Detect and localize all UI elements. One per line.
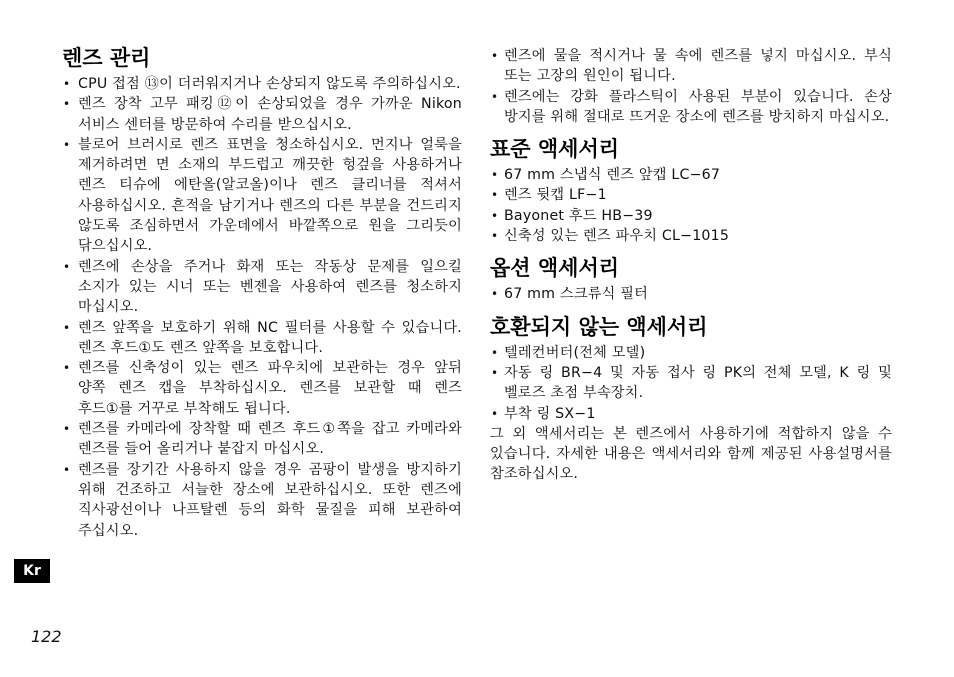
standard-accessories-heading: 표준 액세서리 (490, 137, 620, 162)
list-item: • 렌즈 앞쪽을 보호하기 위해 NC 필터를 사용할 수 있습니다. 렌즈 후드①도 렌즈 앞쪽을 보호합니다. (62, 318, 462, 359)
standard-accessories-list (490, 165, 892, 246)
accessories-note: 그 외 액세서리는 본 렌즈에서 사용하기에 적합하지 않을 수 있습니다. 자세한 내용은 액세서리와 함께 제공된 사용설명서를 참조하십시오. (490, 425, 892, 483)
list-item: • 신축성 있는 렌즈 파우치 CL−1015 (490, 226, 892, 246)
incompatible-accessories-heading: 호환되지 않는 액세서리 (490, 314, 708, 339)
optional-accessories-heading: 옵션 액세서리 (490, 256, 620, 281)
list-item: • 부착 링 SX−1 (490, 404, 892, 424)
list-item: • Bayonet 후드 HB−39 (490, 206, 892, 226)
list-item: • 렌즈에 물을 적시거나 물 속에 렌즈를 넣지 마십시오. 부식 또는 고장의 원인이 됩니다. (490, 46, 892, 87)
list-item: • 렌즈에 손상을 주거나 화재 또는 작동상 문제를 일으킬 소지가 있는 시너 또는 벤젠을 사용하여 렌즈를 청소하지 마십시오. (62, 257, 462, 318)
list-item: • 67 mm 스냅식 렌즈 앞캡 LC−67 (490, 165, 892, 185)
list-item: • 텔레컨버터(전체 모델) (490, 343, 892, 363)
list-item: • 렌즈 뒷캡 LF−1 (490, 185, 892, 205)
lens-care-heading: 렌즈 관리 (62, 46, 151, 70)
page-number: 122 (31, 627, 62, 646)
list-item: • 렌즈에는 강화 플라스틱이 사용된 부분이 있습니다. 손상 방지를 위해 절대로 뜨거운 장소에 렌즈를 방치하지 마십시오. (490, 87, 892, 128)
left-column (62, 44, 462, 541)
list-item: • 렌즈를 장기간 사용하지 않을 경우 곰팡이 발생을 방지하기 위해 건조하고 서늘한 장소에 보관하십시오. 또한 렌즈에 직사광선이나 나프탈렌 등의 화학 물질을 피해 보관하여 주십시오. (62, 460, 462, 541)
list-item: • 렌즈 장착 고무 패킹⑫이 손상되었을 경우 가까운 Nikon 서비스 센터를 방문하여 수리를 받으십시오. (62, 94, 462, 135)
language-tab: Kr (14, 559, 50, 583)
list-item: • 자동 링 BR−4 및 자동 접사 링 PK의 전체 모델, K 링 및 벨로즈 초점 부속장치. (490, 363, 892, 404)
list-item: • 렌즈를 신축성이 있는 렌즈 파우치에 보관하는 경우 앞뒤 양쪽 렌즈 캡을 부착하십시오. 렌즈를 보관할 때 렌즈 후드①를 거꾸로 부착해도 됩니다. (62, 358, 462, 419)
lens-care-continued-list (490, 46, 892, 127)
list-item: • 67 mm 스크류식 필터 (490, 284, 892, 304)
incompatible-accessories-list (490, 343, 892, 424)
list-item: • 블로어 브러시로 렌즈 표면을 청소하십시오. 먼지나 얼룩을 제거하려면 면 소재의 부드럽고 깨끗한 헝겊을 사용하거나 렌즈 티슈에 에탄올(알코올)이나 렌즈 클리너를 적셔서 사용하십시오. 흔적을 남기거나 렌즈의 다른 부분을 건드리지 않도록 조심하면서 가운데에서 바깥쪽으로 원을 그리듯이 닦으십시오. (62, 135, 462, 257)
list-item: • 렌즈를 카메라에 장착할 때 렌즈 후드①쪽을 잡고 카메라와 렌즈를 들어 올리거나 붙잡지 마십시오. (62, 419, 462, 460)
lens-care-list (62, 74, 462, 541)
right-column (490, 46, 892, 485)
list-item: • CPU 접점 ⑬이 더러워지거나 손상되지 않도록 주의하십시오. (62, 74, 462, 94)
optional-accessories-list (490, 284, 892, 304)
